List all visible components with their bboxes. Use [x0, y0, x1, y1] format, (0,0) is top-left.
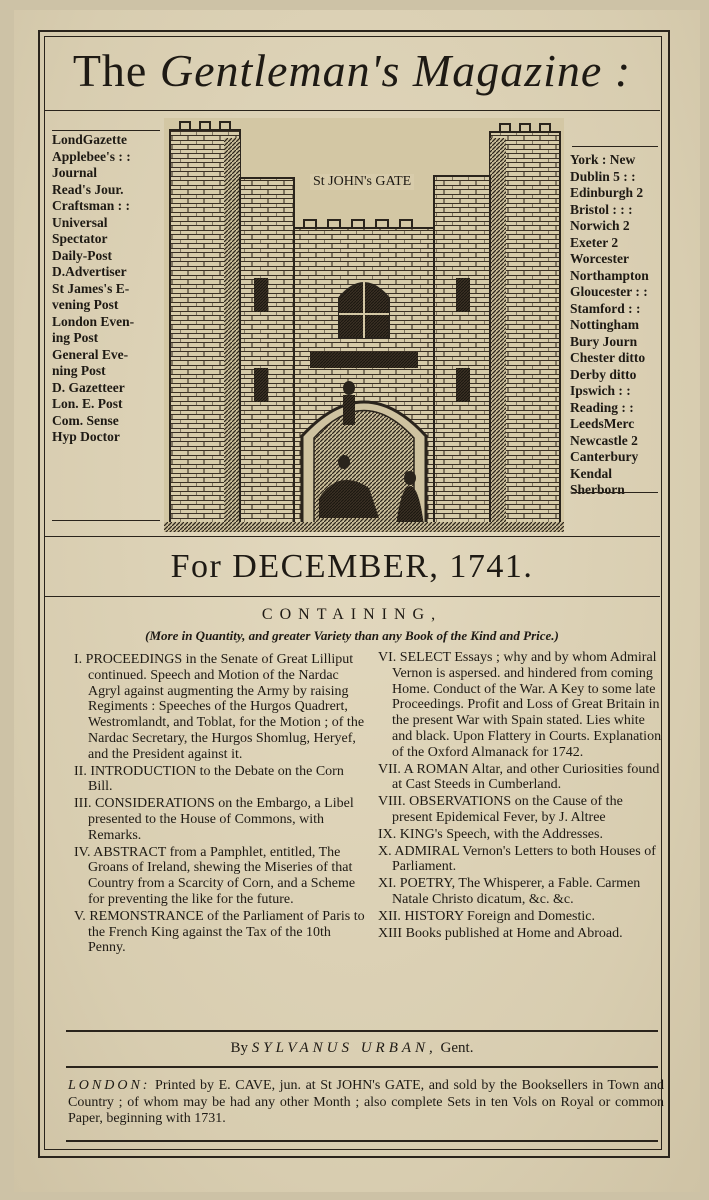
paper-item: Daily-Post [52, 247, 112, 263]
byline-top-rule [66, 1030, 658, 1032]
imprint-london: LONDON: [68, 1078, 151, 1093]
paper-item: Universal [52, 214, 108, 230]
list-item: XII. HISTORY Foreign and Domestic. [378, 908, 595, 924]
paper-item: ning Post [52, 363, 106, 378]
paper-item: LondGazette [52, 132, 127, 147]
paper-item: Gloucester : : [570, 284, 648, 299]
paper-item: Canterbury [570, 449, 639, 464]
paper-item: Bury Journ [570, 333, 638, 349]
paper-item: York : New [570, 152, 636, 167]
list-item: I. PROCEEDINGS in the Senate of Great Lilliput continued. Speech and Motion of the Nardac Agryl against augmenting the Army by raising Regiments : Speeches of the Hurgos Quadrert, Westromlandt, and Toblat, for the Motion ; of the Nardac Secretary, the Hurgos Shomlug, Heryef, and the President against it. [74, 652, 365, 762]
paper-item: Hyp Doctor [52, 429, 120, 444]
paper-item: Spectator [52, 231, 108, 246]
right-bottom-rule [572, 492, 658, 493]
paper-item: LeedsMerc [570, 416, 635, 431]
list-item: III. CONSIDERATIONS on the Embargo, a Libel presented to the House of Commons, with Remarks. [74, 796, 354, 843]
paper-item: General Eve- [52, 346, 129, 362]
byline-suffix: Gent. [440, 1040, 474, 1056]
list-item: VIII. OBSERVATIONS on the Cause of the present Epidemical Fever, by J. Altree [378, 794, 623, 825]
left-bottom-rule [52, 520, 160, 521]
upper-rule [44, 536, 660, 537]
list-item: V. REMONSTRANCE of the Parliament of Paris to the French King against the Tax of the 10th Penny. [74, 908, 365, 956]
gate-label: St JOHN's GATE [310, 174, 414, 190]
paper-item: ing Post [52, 330, 99, 345]
masthead-rule [44, 110, 660, 111]
byline-bottom-rule [66, 1066, 658, 1068]
paper-item: Ipswich : : [570, 383, 631, 398]
paper-item: vening Post [52, 297, 119, 312]
list-item: XIII Books published at Home and Abroad. [378, 925, 623, 941]
list-item: IX. KING's Speech, with the Addresses. [378, 826, 603, 842]
issue-date: For DECEMBER, 1741. [170, 548, 534, 585]
paper-item: Reading : : [570, 399, 634, 415]
paper-item: Nottingham [570, 317, 640, 332]
paper-item: Newcastle 2 [570, 432, 638, 448]
paper-item: Chester ditto [570, 350, 646, 365]
right-top-rule [572, 146, 658, 147]
paper-item: Exeter 2 [570, 234, 619, 250]
paper-item: Worcester [570, 251, 629, 266]
contents-subheading: (More in Quantity, and greater Variety than any Book of the Kind and Price.) [145, 628, 559, 643]
paper-item: Bristol : : : [570, 201, 633, 217]
paper-item: Craftsman : : [52, 198, 130, 213]
paper-item: Read's Jour. [52, 181, 124, 197]
list-item: II. INTRODUCTION to the Debate on the Corn Bill. [74, 763, 344, 795]
paper-item: Sherborn [570, 482, 625, 497]
contents-right-column [378, 650, 664, 942]
paper-item: Kendal [570, 465, 613, 481]
paper-item: Stamford : : [570, 300, 641, 316]
list-item: X. ADMIRAL Vernon's Letters to both Houses of Parliament. [378, 843, 656, 875]
title-main: Gentleman's Magazine : [159, 45, 632, 96]
masthead-title [44, 44, 660, 98]
contents-heading: CONTAINING, [261, 606, 443, 623]
contents-left-column [74, 652, 366, 957]
paper-item: Lon. E. Post [52, 396, 123, 411]
paper-item: D. Gazetteer [52, 379, 125, 395]
paper-item: Edinburgh 2 [570, 185, 644, 200]
footer-rule [66, 1140, 658, 1142]
byline-by: By [230, 1040, 249, 1056]
paper-item: Northampton [570, 267, 649, 283]
imprint-text: Printed by E. CAVE, jun. at St JOHN's GATE, and sold by the Booksellers in Town and Country ; of whom may be had any other Month ; also complete Sets in ten Vols on Royal or common Paper, beginning with 1731. [68, 1078, 664, 1126]
byline-author: SYLVANUS URBAN, [251, 1040, 437, 1056]
paper-item: Com. Sense [52, 412, 119, 428]
byline [44, 1040, 660, 1057]
left-papers-list [52, 132, 170, 446]
paper-item: Applebee's : : [52, 148, 131, 164]
paper-item: Derby ditto [570, 366, 637, 382]
paper-item: London Even- [52, 313, 135, 329]
left-top-rule [52, 130, 160, 131]
list-item: XI. POETRY, The Whisperer, a Fable. Carmen Natale Christo dicatum, &c. &c. [378, 876, 641, 907]
paper-item: Dublin 5 : : [570, 168, 636, 184]
contents-rule [44, 596, 660, 597]
paper-item: Norwich 2 [570, 218, 630, 233]
paper-item: St James's E- [52, 280, 130, 296]
right-papers-list [570, 152, 665, 499]
list-item: VI. SELECT Essays ; why and by whom Admiral Vernon is aspersed. and hindered from coming Home. Conduct of the War. A Key to some late Proceedings. Profit and Loss of Great Britain in the present War with Spain stated. Lies white and black. Upon Flattery in Courts. Explanation of the Oxford Almanack for 1742. [378, 650, 662, 760]
paper-item: D.Advertiser [52, 264, 127, 279]
imprint [68, 1078, 664, 1128]
list-item: IV. ABSTRACT from a Pamphlet, entitled, The Groans of Ireland, shewing the Miseries of that Country from a Scarcity of Corn, and a Scheme for preventing the like for the future. [74, 844, 356, 907]
title-the: The [72, 45, 148, 96]
paper-item: Journal [52, 165, 98, 180]
list-item: VII. A ROMAN Altar, and other Curiosities found at Cast Steeds in Cumberland. [378, 761, 660, 793]
